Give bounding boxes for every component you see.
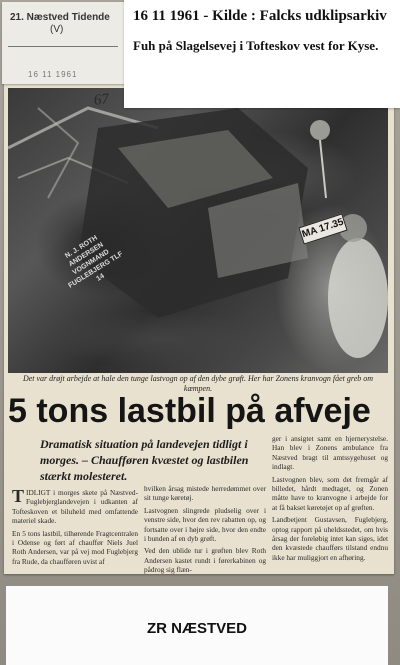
paragraph: Lastvognen slingrede pludselig over i venstre side, hvor den rev rabatten op, og fortsatte over i højre side, hvor den endte i bunden af en dyb grøft.	[144, 505, 266, 544]
article-subhead: Dramatisk situation på landevejen tidligt i morges. – Chaufføren kvæstet og lastbilen stærkt molesteret.	[40, 437, 249, 483]
footer-station: ZR NÆSTVED	[146, 620, 247, 637]
stamp-date: 16 11 1961	[28, 70, 78, 79]
accident-photo	[8, 88, 388, 373]
photo-caption: Det var drøjt arbejde at hale den tunge lastvogn op af den dybe grøft. Her har Zonens kranvogn fået greb om kæmpen.	[22, 374, 374, 393]
paragraph: hvilken årsag mistede herredømmet over sit tunge køretøj.	[144, 484, 266, 503]
label-date-source: 16 11 1961 - Kilde : Falcks udklipsarkiv	[133, 8, 387, 24]
handwritten-number: 67	[93, 91, 110, 109]
header-label	[124, 0, 400, 108]
paragraph: Ved den ublide tur i grøften blev Roth Andersen kastet rundt i førerkabinen og pådrog sig flæn-	[144, 546, 266, 574]
paragraph: Landbetjent Gustavsen, Fuglebjerg, optog rapport på uheldsstedet, om hvis årsag der foreløbig intet kan siges, idet den kvæstede chaufførs tilstand endnu ikke har muliggjort en afhøring.	[272, 515, 388, 562]
stamp-edition: (V)	[50, 24, 64, 35]
license-plate: MA 17.35	[298, 213, 347, 244]
article-column-2	[144, 484, 266, 574]
stamp-divider	[8, 46, 118, 47]
paragraph: En 5 tons lastbil, tilhørende Fragtcentralen i Odense og ført af chauffør Niels Juel Roth Andersen, var på vej mod Fuglebjerg fra Rude, da chaufføren uvist af	[12, 528, 138, 566]
label-description: Fuh på Slagelsevej i Tofteskov vest for Kyse.	[133, 38, 379, 53]
stamp-paper-name: 21. Næstved Tidende	[10, 12, 110, 23]
article-column-3	[272, 434, 388, 565]
drop-cap: T	[12, 486, 25, 506]
paragraph: ger i ansigtet samt en hjernerystelse. Han blev i Zonens ambulance fra Næstved bragt til amtssygehuset og indlagt.	[272, 434, 388, 472]
truck-lettering: N. J. ROTH ANDERSEN VOGNMAND FUGLEBJERG TLF 14	[64, 234, 125, 290]
newspaper-stamp	[2, 2, 126, 84]
article-column-1	[12, 488, 138, 569]
newspaper-clipping	[4, 84, 394, 574]
paragraph: IDLIGT i morges skete på Næstved-Fuglebjerglandevejen i udkanten af Tofteskoven et biluheld med omfattende materiel skade.	[12, 488, 138, 526]
footer-label	[6, 586, 388, 665]
paragraph: Lastvognen blev, som det fremgår af billedet, hårdt medtaget, og Zonen måtte have to kranvogne i arbejde for at få bakset køretøjet op af grøften.	[272, 474, 388, 512]
article-headline: 5 tons lastbil på afveje	[8, 392, 371, 430]
